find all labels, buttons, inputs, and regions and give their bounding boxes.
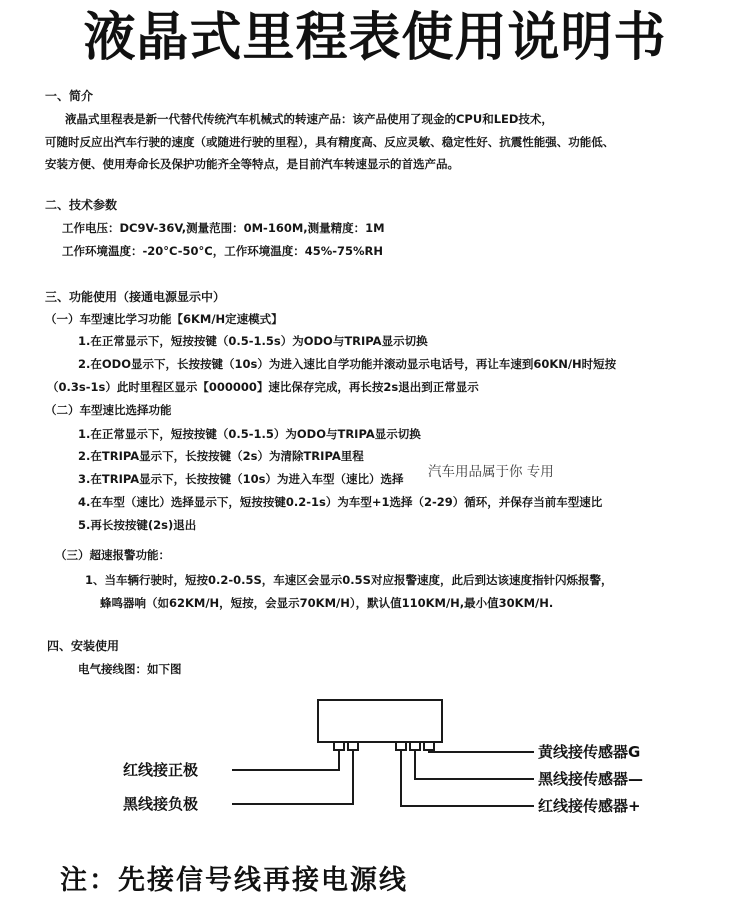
sub1-line: 2.在ODO显示下，长按按键（10s）为进入速比自学功能并滚动显示电话号，再让车速到60KN/H时短按 [78,357,617,371]
watermark: 汽车用品属于你 专用 [428,464,554,480]
sub2-line: 1.在正常显示下，短按按键（0.5-1.5）为ODO与TRIPA显示切换 [78,427,421,441]
sub3-line: 1、当车辆行驶时，短按0.2-0.5S，车速区会显示0.5S对应报警速度，此后到达该速度指针闪烁报警， [85,573,613,587]
intro-line: 液晶式里程表是新一代替代传统汽车机械式的转速产品：该产品使用了现金的CPU和LED技术， [65,112,553,126]
intro-line: 安装方便、使用寿命长及保护功能齐全等特点，是目前汽车转速显示的首选产品。 [45,157,459,171]
pin-negative [348,742,358,750]
sub2-line: 2.在TRIPA显示下，长按按键（2s）为清除TRIPA里程 [78,449,364,463]
sub2-line: 5.再长按按键(2s)退出 [78,518,197,532]
wiring-note: 注：先接信号线再接电源线 [60,865,408,896]
sub1-line: 1.在正常显示下，短按按键（0.5-1.5s）为ODO与TRIPA显示切换 [78,334,428,348]
wire-yellow-sensor-g [429,750,534,752]
install-heading: 四、安装使用 [47,639,120,653]
label-red-positive: 红线接正极 [123,761,199,779]
specs-line: 工作环境温度：-20°C-50°C，工作环境温度：45%-75%RH [62,244,383,258]
sub2-line: 4.在车型（速比）选择显示下，短按按键0.2-1s）为车型+1选择（2-29）循环，并保存当前车型速比 [78,495,603,509]
sub2-heading: （二）车型速比选择功能 [45,403,172,417]
label-red-sensor-plus: 红线接传感器+ [538,797,641,815]
install-subheading: 电气接线图：如下图 [78,662,182,676]
pin-sensor-g [424,742,434,750]
sub1-heading: （一）车型速比学习功能【6KM/H定速模式】 [45,312,283,326]
label-black-negative: 黑线接负极 [123,795,199,813]
wire-red-positive [232,750,339,770]
sub1-line: （0.3s-1s）此时里程区显示【000000】速比保存完成，再长按2s退出到正常显示 [47,380,479,394]
wire-black-negative [232,750,353,804]
pin-sensor-minus [410,742,420,750]
odometer-box [318,700,442,742]
intro-line: 可随时反应出汽车行驶的速度（或随进行驶的里程），具有精度高、反应灵敏、稳定性好、抗震性能强、功能低、 [45,135,615,149]
label-black-sensor: 黑线接传感器— [538,770,644,788]
sub3-line: 蜂鸣器响（如62KM/H，短按，会显示70KM/H），默认值110KM/H,最小值30KM/H. [100,596,554,610]
sub2-line: 3.在TRIPA显示下，长按按键（10s）为进入车型（速比）选择 [78,472,404,486]
sub3-heading: （三）超速报警功能： [55,548,170,562]
wire-black-sensor [415,750,534,779]
pin-sensor-plus [396,742,406,750]
label-yellow-sensor-g: 黄线接传感器G [538,743,641,761]
pin-positive [334,742,344,750]
specs-line: 工作电压：DC9V-36V,测量范围：0M-160M,测量精度：1M [62,221,385,235]
document-title: 液晶式里程表使用说明书 [83,8,667,68]
intro-heading: 一、简介 [45,89,94,103]
functions-heading: 三、功能使用（接通电源显示中） [45,290,226,304]
specs-heading: 二、技术参数 [45,198,118,212]
